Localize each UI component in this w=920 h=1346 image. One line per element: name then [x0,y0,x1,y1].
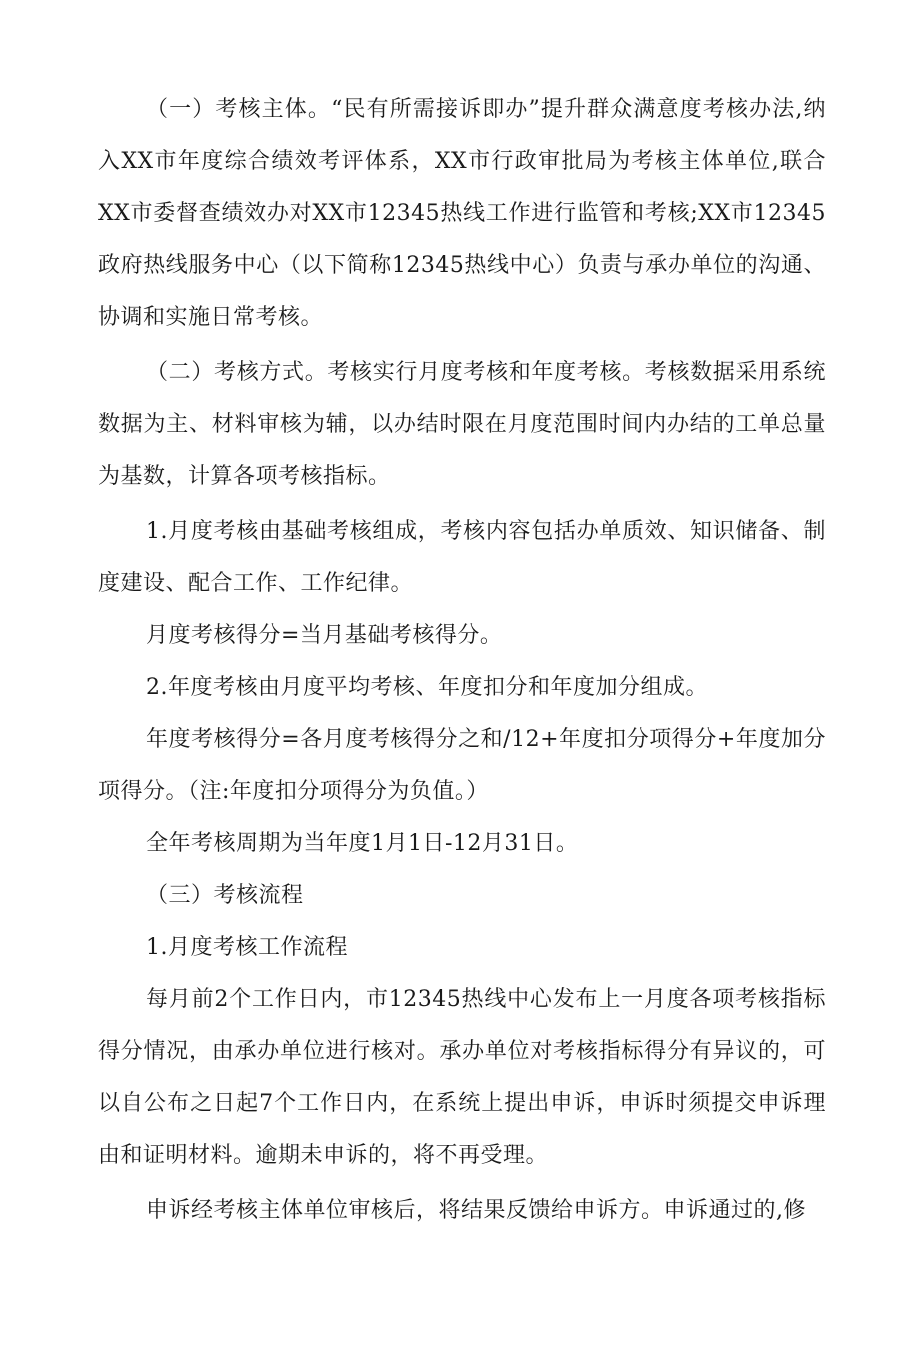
paragraph-monthly-score-formula: 月度考核得分=当月基础考核得分。 [146,623,503,648]
heading-monthly-workflow: 1.月度考核工作流程 [146,935,348,960]
heading-assessment-process: （三）考核流程 [146,883,304,908]
document-page [98,84,826,1237]
paragraph-assessment-period: 全年考核周期为当年度1月1日-12月31日。 [146,831,579,856]
paragraph-annual-assessment: 2.年度考核由月度平均考核、年度扣分和年度加分组成。 [146,675,708,700]
paragraph-assessment-subject: （一）考核主体。“民有所需接诉即办”提升群众满意度考核办法,纳入XX市年度综合绩效考评体系，XX市行政审批局为考核主体单位,联合XX市委督查绩效办对XX市12345热线工作进行监管和考核;XX市12345政府热线服务中心（以下简称12345热线中心）负责与承办单位的沟通、协调和实施日常考核。 [98,97,826,330]
paragraph-appeal-review: 申诉经考核主体单位审核后，将结果反馈给申诉方。申诉通过的,修 [146,1198,806,1223]
paragraph-assessment-method: （二）考核方式。考核实行月度考核和年度考核。考核数据采用系统数据为主、材料审核为辅，以办结时限在月度范围时间内办结的工单总量为基数，计算各项考核指标。 [98,360,826,489]
paragraph-monthly-assessment: 1.月度考核由基础考核组成，考核内容包括办单质效、知识储备、制度建设、配合工作、工作纪律。 [98,519,826,596]
paragraph-monthly-workflow: 每月前2个工作日内，市12345热线中心发布上一月度各项考核指标得分情况，由承办单位进行核对。承办单位对考核指标得分有异议的，可以自公布之日起7个工作日内，在系统上提出申诉，申诉时须提交申诉理由和证明材料。逾期未申诉的，将不再受理。 [98,987,826,1168]
paragraph-annual-score-formula: 年度考核得分=各月度考核得分之和/12+年度扣分项得分+年度加分项得分。（注:年度扣分项得分为负值。） [98,727,826,804]
